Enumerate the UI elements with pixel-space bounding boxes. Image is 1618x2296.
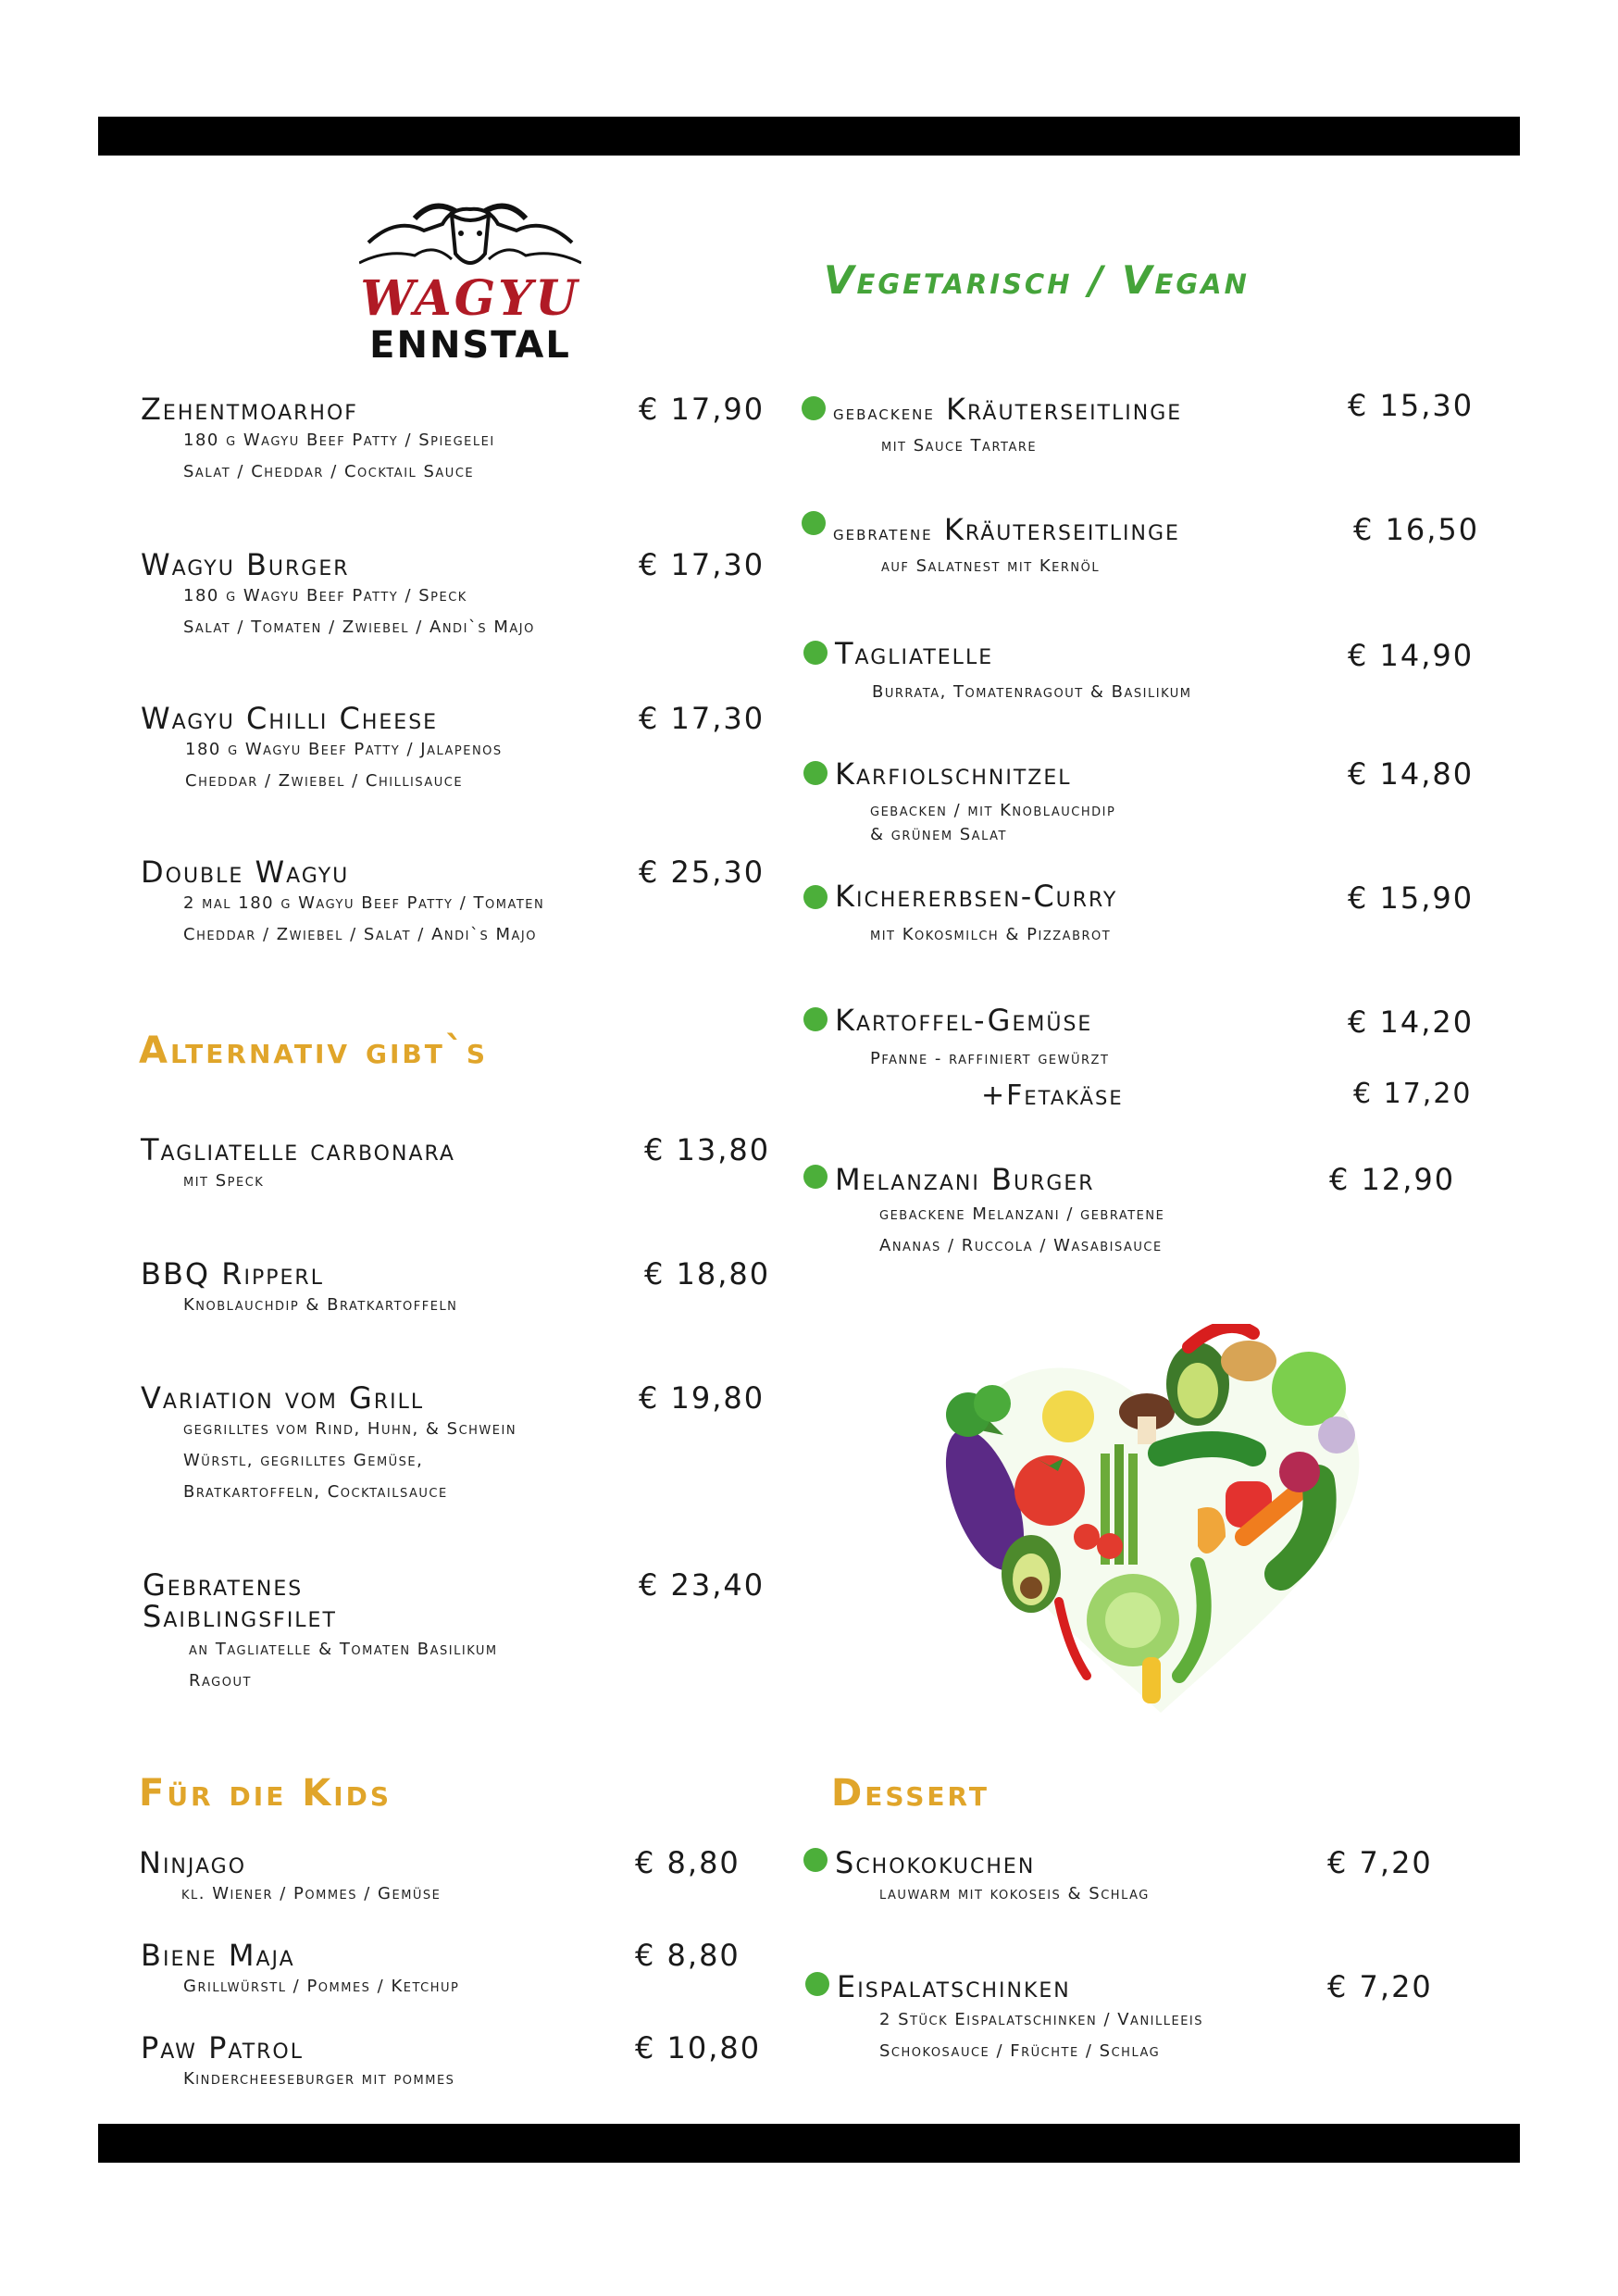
menu-item-price: € 23,40 [639,1567,765,1603]
menu-item-prefix: gebratene [833,522,933,545]
bullet-dot [802,511,826,535]
menu-item-name: Wagyu Burger [141,547,350,582]
menu-item-price: € 14,80 [1348,756,1475,792]
bullet-dot [802,396,826,420]
menu-item-price: € 16,50 [1353,512,1480,547]
vegetable-heart-illustration [920,1324,1401,1722]
menu-item-desc: auf Salatnest mit Kernöl [881,556,1101,576]
menu-item-desc: Cheddar / Zwiebel / Chillisauce [185,771,464,791]
bullet-dot [803,885,828,909]
menu-item-desc: Bratkartoffeln, Cocktailsauce [183,1482,448,1502]
menu-item-desc: Schokosauce / Früchte / Schlag [879,2041,1161,2061]
logo-brand-text: WAGYU [360,270,580,327]
menu-item-name: Double Wagyu [141,855,350,890]
bull-head-icon [359,198,581,281]
menu-item-price: € 17,90 [639,392,765,427]
menu-item-name: Wagyu Chilli Cheese [141,701,439,736]
menu-item-desc: & grünem Salat [870,825,1007,844]
menu-item-name: Karfiolschnitzel [835,756,1072,792]
menu-item-desc: 180 g Wagyu Beef Patty / Speck [183,586,467,605]
menu-item-price: € 17,30 [639,701,765,736]
menu-item-name: Melanzani Burger [835,1162,1095,1197]
menu-item-price: € 8,80 [635,1845,741,1880]
top-bar [98,117,1520,156]
bullet-dot [805,1972,829,1996]
menu-item-desc: kl. Wiener / Pommes / Gemüse [181,1884,442,1903]
menu-item-desc: Salat / Cheddar / Cocktail Sauce [183,462,475,481]
menu-item-name: Kartoffel-Gemüse [835,1003,1093,1038]
menu-item-desc: Knoblauchdip & Bratkartoffeln [183,1295,458,1315]
menu-item-title: Kräuterseitlinge [946,392,1183,427]
menu-item-name: Eispalatschinken [837,1969,1071,2004]
menu-item-name: Zehentmoarhof [141,392,358,427]
menu-item-title: Kräuterseitlinge [943,512,1180,547]
menu-item-desc: mit Kokosmilch & Pizzabrot [870,925,1112,944]
menu-item-name: Biene Maja [141,1938,295,1973]
bullet-dot [803,1165,828,1189]
menu-item-price: € 8,80 [635,1938,741,1973]
heading-alternativ: Alternativ gibt`s [139,1029,489,1072]
menu-item-desc: Ragout [189,1671,252,1691]
menu-item-desc: 2 mal 180 g Wagyu Beef Patty / Tomaten [183,893,545,913]
bullet-dot [803,1848,828,1872]
menu-item-desc: mit Sauce Tartare [881,436,1038,455]
heading-vegetarian: Vegetarisch / Vegan [824,257,1250,303]
bottom-bar [98,2124,1520,2163]
menu-item-desc: gebackene Melanzani / gebratene [879,1204,1165,1224]
menu-item-name: Tagliatelle [835,636,994,671]
menu-item-extra-price: € 17,20 [1353,1078,1473,1110]
wagyu-ennstal-logo [359,198,581,367]
menu-item-price: € 19,80 [639,1380,765,1416]
menu-item-desc: Burrata, Tomatenragout & Basilikum [872,682,1192,702]
menu-item-price: € 15,90 [1348,880,1475,916]
menu-item-extra: +Fetakäse [981,1079,1124,1112]
menu-item-desc: 180 g Wagyu Beef Patty / Jalapenos [185,740,503,759]
menu-item-name: Kichererbsen-Curry [835,879,1118,914]
menu-item-price: € 17,30 [639,547,765,582]
menu-item-desc: 2 Stück Eispalatschinken / Vanilleeis [879,2010,1204,2029]
menu-item-name [833,393,1182,430]
menu-item-desc: 180 g Wagyu Beef Patty / Spiegelei [183,430,495,450]
menu-item-price: € 15,30 [1348,388,1475,423]
menu-item-name: Schokokuchen [835,1845,1036,1880]
menu-item-name: Ninjago [139,1845,247,1880]
logo-sub-text: ENNSTAL [369,324,571,367]
menu-item-desc: Pfanne - raffiniert gewürzt [870,1049,1110,1068]
menu-item-desc: Salat / Tomaten / Zwiebel / Andi`s Majo [183,618,535,637]
menu-item-desc: Würstl, gegrilltes Gemüse, [183,1451,424,1470]
menu-item-price: € 14,20 [1348,1004,1475,1040]
menu-item-price: € 7,20 [1327,1845,1433,1880]
menu-item-name: Variation vom Grill [141,1380,425,1416]
menu-item-name: Tagliatelle carbonara [141,1132,455,1167]
menu-item-desc: gegrilltes vom Rind, Huhn, & Schwein [183,1419,517,1439]
menu-item-name: BBQ Ripperl [141,1256,324,1292]
menu-item-price: € 10,80 [635,2030,762,2065]
heading-kids: Für die Kids [139,1772,392,1815]
menu-item-name [833,513,1180,551]
menu-item-desc: Ananas / Ruccola / Wasabisauce [879,1236,1163,1255]
menu-item-name: Paw Patrol [141,2030,305,2065]
menu-item-prefix: gebackene [833,402,935,425]
menu-item-price: € 18,80 [644,1256,771,1292]
menu-item-name: Gebratenes [143,1567,304,1603]
bullet-dot [803,641,828,665]
menu-item-desc: Kindercheeseburger mit pommes [183,2069,455,2089]
menu-item-desc: Cheddar / Zwiebel / Salat / Andi`s Majo [183,925,537,944]
menu-item-desc: gebacken / mit Knoblauchdip [870,801,1116,820]
menu-item-price: € 12,90 [1329,1162,1456,1197]
menu-item-price: € 25,30 [639,855,765,890]
bullet-dot [803,1007,828,1031]
heading-dessert: Dessert [831,1772,989,1815]
menu-item-desc: Grillwürstl / Pommes / Ketchup [183,1977,460,1996]
menu-item-desc: mit Speck [183,1171,265,1191]
menu-item-desc: lauwarm mit kokoseis & Schlag [879,1884,1150,1903]
menu-item-price: € 14,90 [1348,638,1475,673]
menu-item-price: € 7,20 [1327,1969,1433,2004]
bullet-dot [803,761,828,785]
menu-item-price: € 13,80 [644,1132,771,1167]
menu-item-desc: an Tagliatelle & Tomaten Basilikum [189,1640,498,1659]
menu-item-name-line2: Saiblingsfilet [143,1599,337,1634]
